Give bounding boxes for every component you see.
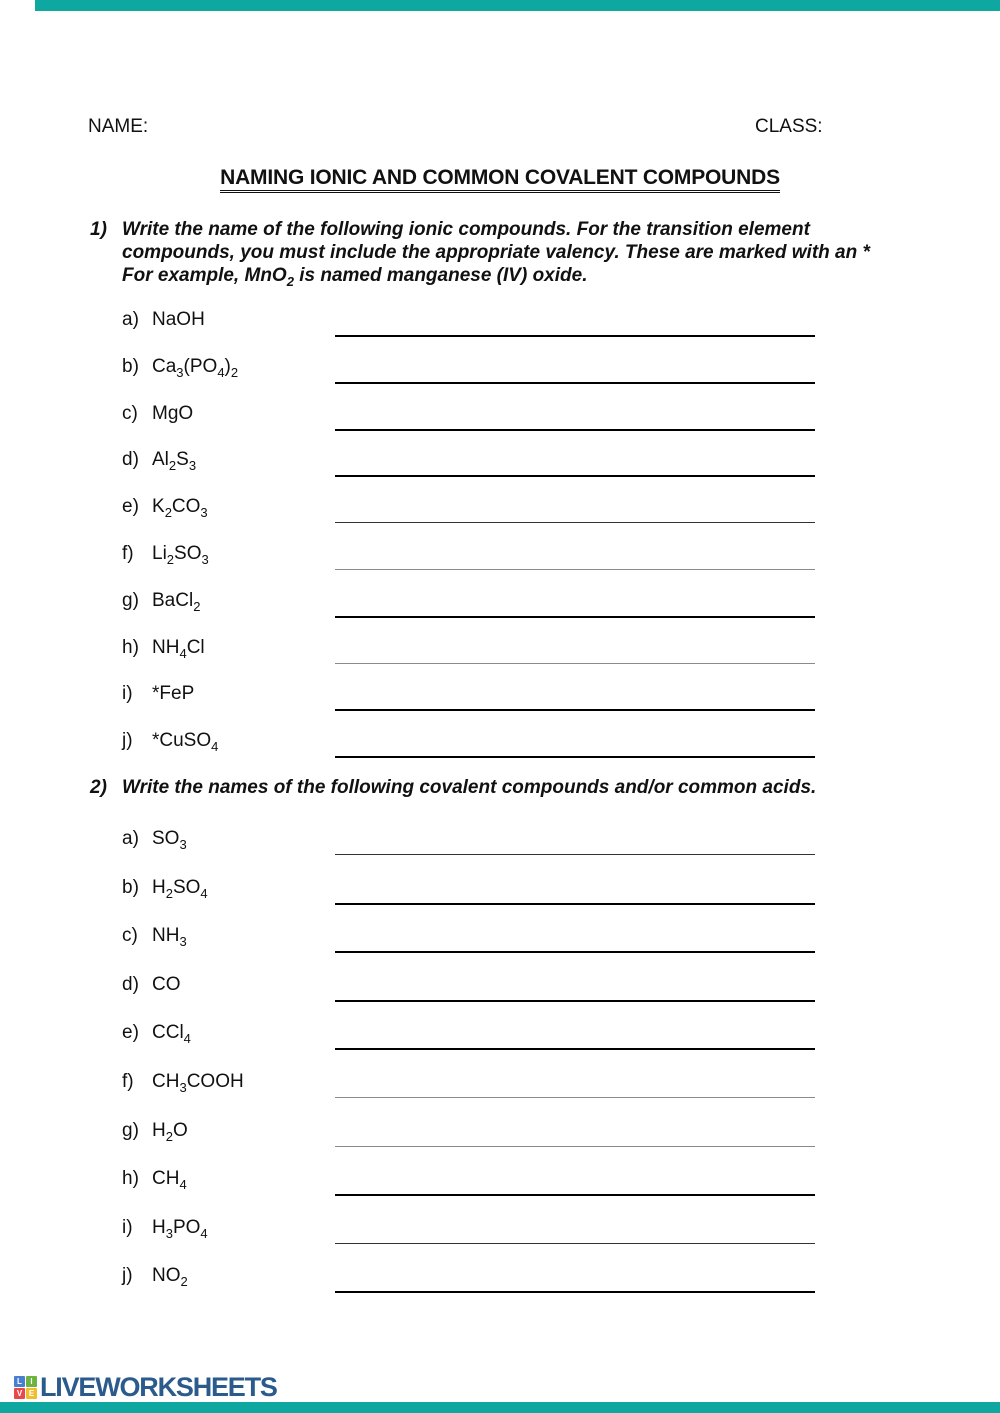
question-prompt: Write the name of the following ionic compounds. For the transition element compounds, you must include the appropriate valency. These are marked with an * For example, MnO$_2$ is named manganese (IV) oxide.: [122, 219, 870, 289]
compound-row: [122, 1217, 920, 1266]
compound-formula: $CH_3COOH$: [152, 1070, 244, 1095]
item-letter: c): [122, 402, 138, 424]
compound-formula: $H_2O$: [152, 1119, 188, 1144]
compound-formula: $H_2SO_4$: [152, 876, 208, 901]
item-letter: h): [122, 636, 139, 658]
answer-blank[interactable]: [335, 522, 815, 523]
logo-square-e: E: [26, 1388, 37, 1399]
liveworksheets-logo-text: LIVEWORKSHEETS: [40, 1372, 277, 1402]
compound-formula: $Al_2S_3$: [152, 449, 197, 474]
item-letter: f): [122, 542, 134, 564]
item-letter: a): [122, 309, 139, 330]
answer-blank[interactable]: [335, 569, 815, 570]
item-letter: a): [122, 828, 139, 849]
bottom-accent-bar: [0, 1402, 1000, 1413]
compound-formula: MgO: [152, 402, 194, 424]
compound-row: [122, 683, 920, 730]
answer-blank[interactable]: [335, 1291, 815, 1293]
answer-blank[interactable]: [335, 951, 815, 953]
item-letter: j): [122, 730, 133, 752]
compound-row: [122, 543, 920, 590]
question-block-1: [90, 218, 920, 777]
compound-row: [122, 1265, 920, 1314]
compound-formula: $K_2CO_3$: [152, 496, 208, 520]
item-letter: i): [122, 1216, 133, 1238]
compound-row: [122, 1120, 920, 1169]
item-letter: e): [122, 1022, 139, 1044]
liveworksheets-logo[interactable]: [14, 1374, 277, 1401]
compound-formula: $NH_3$: [152, 925, 187, 949]
liveworksheets-logo-icon: [14, 1376, 37, 1399]
class-label: CLASS:: [755, 116, 823, 137]
name-label: NAME:: [88, 116, 149, 137]
compound-formula: BaCl$_2$: [152, 589, 201, 614]
answer-blank[interactable]: [335, 1000, 815, 1002]
compound-formula: $CH_4$: [152, 1168, 187, 1192]
compound-formula: $NO_2$: [152, 1265, 188, 1290]
compound-formula: CCl$_4$: [152, 1022, 191, 1047]
compound-row: [122, 1022, 920, 1071]
answer-blank[interactable]: [335, 1194, 815, 1196]
compound-formula: $Ca_3(PO_4)_2$: [152, 355, 239, 380]
question-block-2: [90, 776, 920, 1314]
compound-row: [122, 1071, 920, 1120]
compound-row: [122, 730, 920, 777]
answer-blank[interactable]: [335, 756, 815, 758]
answer-blank[interactable]: [335, 1048, 815, 1050]
compound-formula: NaOH: [152, 309, 205, 330]
item-letter: c): [122, 925, 138, 947]
item-letter: d): [122, 973, 139, 995]
compound-row: [122, 403, 920, 450]
answer-blank[interactable]: [335, 1243, 815, 1244]
answer-blank[interactable]: [335, 475, 815, 477]
answer-blank[interactable]: [335, 903, 815, 905]
compound-formula: $SO_3$: [152, 828, 187, 852]
compound-row: [122, 974, 920, 1023]
compound-row: [122, 590, 920, 637]
question-prompt: Write the names of the following covalent compounds and/or common acids.: [122, 777, 817, 798]
top-accent-bar: [35, 0, 1000, 11]
item-letter: i): [122, 683, 133, 705]
question-items: [90, 828, 920, 1314]
logo-square-v: V: [14, 1388, 25, 1399]
question-number: 1): [90, 219, 107, 240]
item-letter: h): [122, 1168, 139, 1190]
footer: [14, 1374, 277, 1401]
question-number: 2): [90, 777, 107, 798]
compound-row: [122, 496, 920, 543]
item-letter: e): [122, 496, 139, 518]
compound-formula: CO: [152, 973, 181, 995]
item-letter: j): [122, 1265, 133, 1287]
question-items: [90, 309, 920, 777]
answer-blank[interactable]: [335, 382, 815, 384]
answer-blank[interactable]: [335, 429, 815, 431]
answer-blank[interactable]: [335, 709, 815, 711]
item-letter: g): [122, 589, 139, 611]
compound-row: [122, 309, 920, 356]
answer-blank[interactable]: [335, 335, 815, 337]
compound-row: [122, 637, 920, 684]
compound-row: [122, 828, 920, 877]
item-letter: b): [122, 876, 139, 898]
answer-blank[interactable]: [335, 616, 815, 618]
compound-row: [122, 449, 920, 496]
question-prompt-row: [90, 218, 920, 287]
answer-blank[interactable]: [335, 663, 815, 664]
compound-row: [122, 925, 920, 974]
worksheet-title: NAMING IONIC AND COMMON COVALENT COMPOUNDS: [220, 166, 780, 193]
item-letter: f): [122, 1070, 134, 1092]
item-letter: d): [122, 449, 139, 471]
compound-formula: $NH_4Cl$: [152, 636, 205, 661]
logo-square-l: L: [14, 1376, 25, 1387]
answer-blank[interactable]: [335, 1146, 815, 1147]
compound-formula: $H_3PO_4$: [152, 1216, 208, 1241]
compound-row: [122, 356, 920, 403]
item-letter: g): [122, 1119, 139, 1141]
answer-blank[interactable]: [335, 1097, 815, 1098]
compound-formula: *FeP: [152, 683, 195, 705]
compound-row: [122, 877, 920, 926]
logo-square-i: I: [26, 1376, 37, 1387]
question-prompt-row: [90, 776, 920, 799]
item-letter: b): [122, 355, 139, 377]
answer-blank[interactable]: [335, 854, 815, 855]
compound-formula: *CuSO$_4$: [152, 730, 219, 754]
title-row: [0, 166, 1000, 190]
compound-formula: $Li_2SO_3$: [152, 542, 209, 567]
compound-row: [122, 1168, 920, 1217]
